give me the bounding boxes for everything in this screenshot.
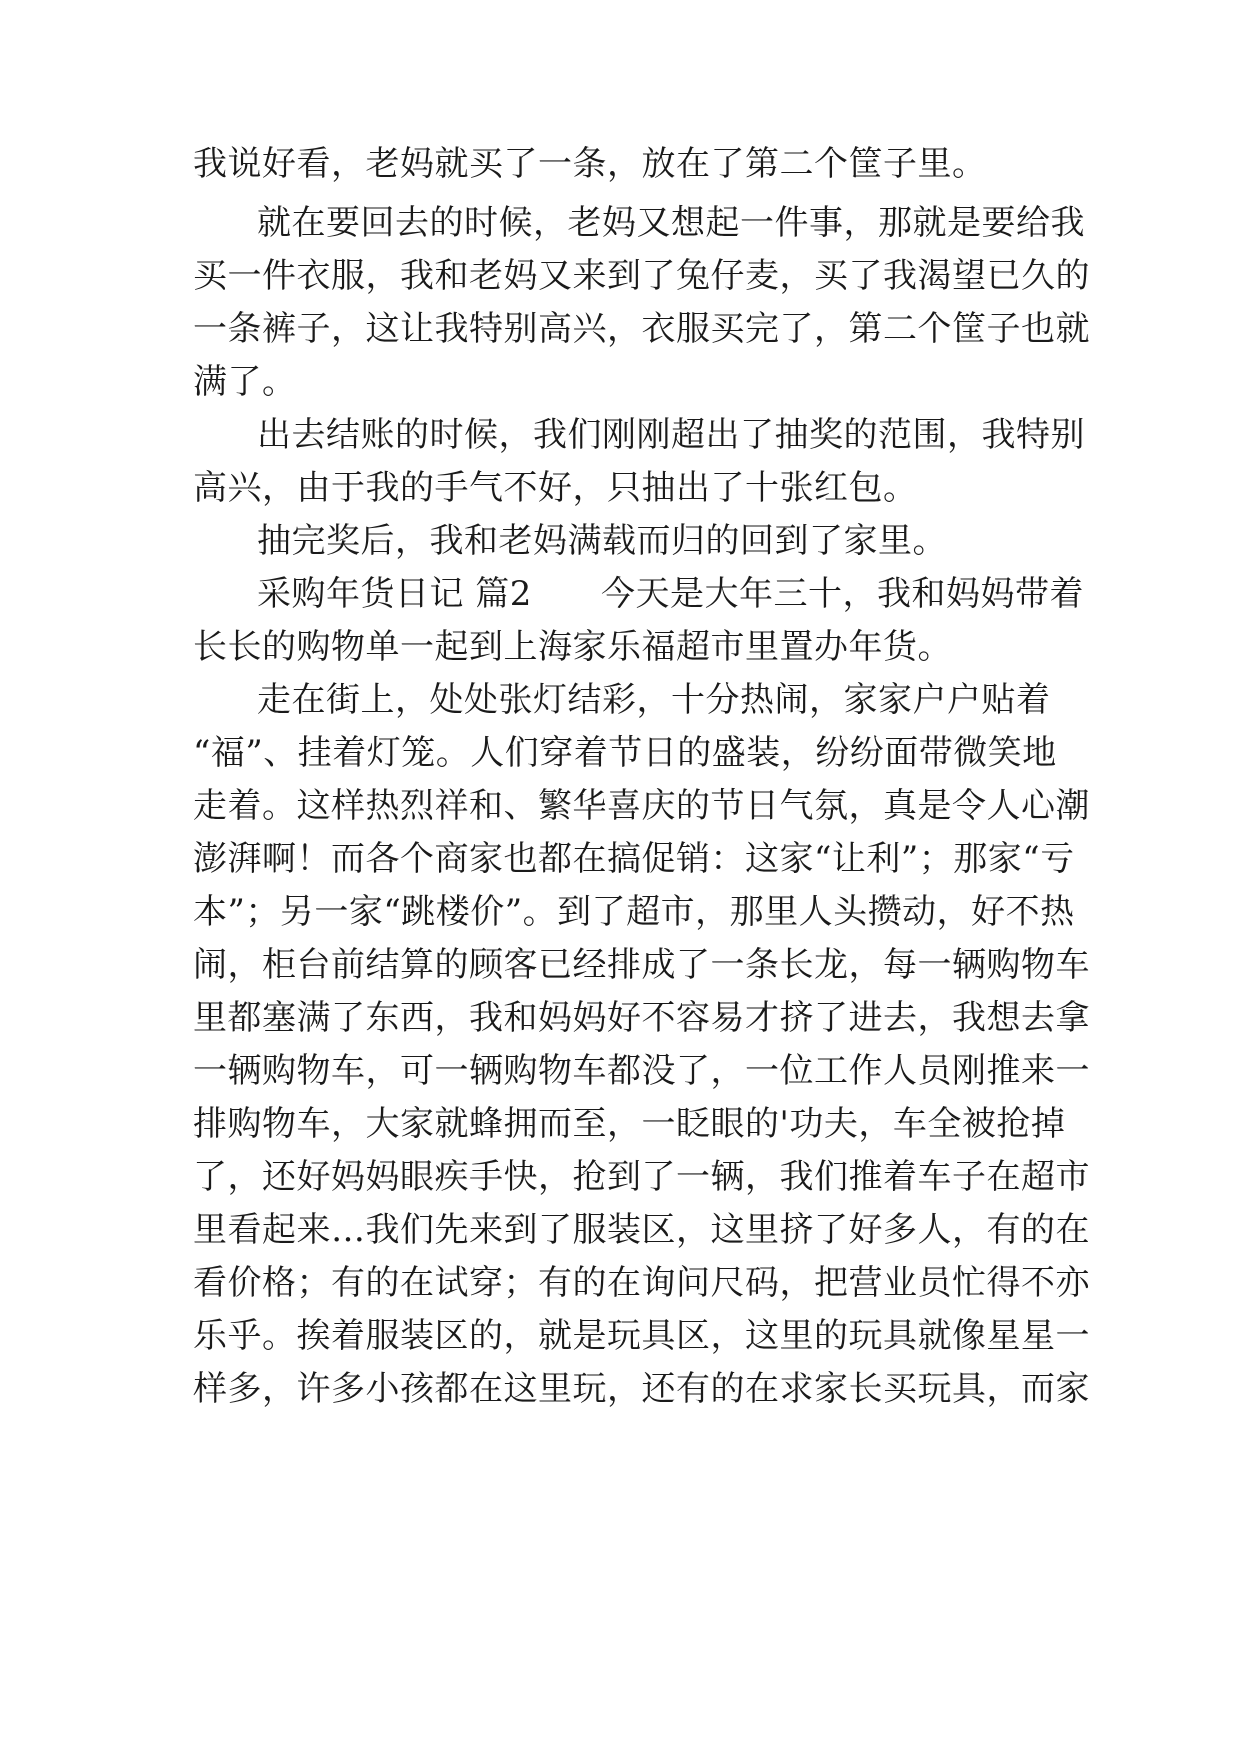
paragraph-start-line: 走在街上，处处张灯结彩，十分热闹，家家户户贴着 xyxy=(257,680,1051,720)
text-line: 长长的购物单一起到上海家乐福超市里置办年货。 xyxy=(193,627,952,667)
text-line: 闹，柜台前结算的顾客已经排成了一条长龙，每一辆购物车 xyxy=(193,945,1090,985)
text-line: 一辆购物车，可一辆购物车都没了，一位工作人员刚推来一 xyxy=(193,1051,1090,1091)
text-line: 里都塞满了东西，我和妈妈好不容易才挤了进去，我想去拿 xyxy=(193,998,1090,1038)
text-line: 我说好看，老妈就买了一条，放在了第二个筐子里。 xyxy=(193,144,987,184)
paragraph-start-line: 出去结账的时候，我们刚刚超出了抽奖的范围，我特别 xyxy=(257,415,1085,455)
text-line: 一条裤子，这让我特别高兴，衣服买完了，第二个筐子也就 xyxy=(193,309,1090,349)
text-line: 澎湃啊！而各个商家也都在搞促销：这家“让利”；那家“亏 xyxy=(193,839,1075,879)
text-line: 本”；另一家“跳楼价”。到了超市，那里人头攒动，好不热 xyxy=(193,892,1075,932)
text-line: 样多，许多小孩都在这里玩，还有的在求家长买玩具，而家 xyxy=(193,1369,1090,1409)
text-line: 乐乎。挨着服装区的，就是玩具区，这里的玩具就像星星一 xyxy=(193,1316,1090,1356)
text-line: 排购物车，大家就蜂拥而至，一眨眼的'功夫，车全被抢掉 xyxy=(193,1104,1066,1144)
text-line: 满了。 xyxy=(193,362,297,402)
text-line: 高兴，由于我的手气不好，只抽出了十张红包。 xyxy=(193,468,918,508)
paragraph-start-line: 就在要回去的时候，老妈又想起一件事，那就是要给我 xyxy=(257,203,1085,243)
text-line: 看价格；有的在试穿；有的在询问尺码，把营业员忙得不亦 xyxy=(193,1263,1090,1303)
text-line: 里看起来…我们先来到了服装区，这里挤了好多人，有的在 xyxy=(193,1210,1090,1250)
text-line: “福”、挂着灯笼。人们穿着节日的盛装，纷纷面带微笑地 xyxy=(193,733,1057,773)
section-heading-line: 采购年货日记 篇2 今天是大年三十，我和妈妈带着 xyxy=(257,574,1084,614)
text-line: 走着。这样热烈祥和、繁华喜庆的节日气氛，真是令人心潮 xyxy=(193,786,1090,826)
text-line: 了，还好妈妈眼疾手快，抢到了一辆，我们推着车子在超市 xyxy=(193,1157,1090,1197)
paragraph-start-line: 抽完奖后，我和老妈满载而归的回到了家里。 xyxy=(257,521,947,561)
text-line: 买一件衣服，我和老妈又来到了兔仔麦，买了我渴望已久的 xyxy=(193,256,1090,296)
